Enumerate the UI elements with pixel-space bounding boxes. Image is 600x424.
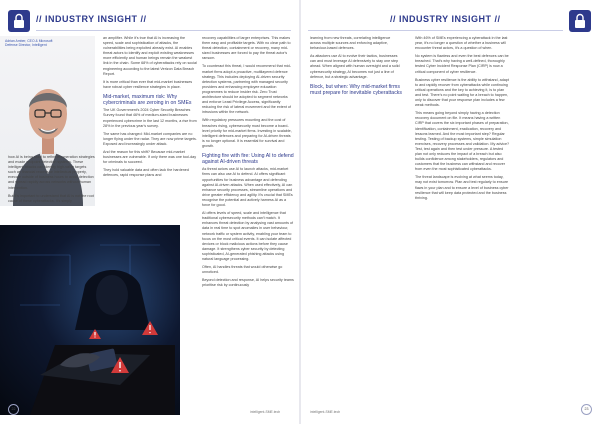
paragraph: AI offers levels of speed, scale and intelligence that traditional cybersecurity methods can't match. It enhances threat detection by analysing vast amounts of data in real time to spot anomalies in user behaviour, network traffic or system activity, enabling your team to focus on the most critical events. It can isolate affected devices or block malicious actions before they cause damage. It strengthens cyber security by detecting sophisticated, AI-generated phishing attacks using natural language processing. [202,211,294,261]
paragraph: They hold valuable data and often lack the hardened defences, rapid response plans and [103,168,189,178]
paragraph: This means going beyond simply having a detection recovery document on file. It means having a written CIRP that covers the six important phases of preparation, identification, containment, eradication, recovery and lessons learned. And the most important step? Regular testing. Testing of backup systems, simple simulation exercises, recovery processes and validation. My advice? Test, test again and then test under pressure. A tested plan not only reduces the impact of a breach but also builds confidence among stakeholders, regulators and customers that the business can withstand and recover from even the most sophisticated cyberattacks. [415,111,510,172]
paragraph: It is more critical than ever that mid-market businesses have robust cyber resilience strategies in place. [103,79,193,89]
paragraph: The threat landscape is evolving at what seems today, may not exist tomorrow. Plan and test regularly to ensure flaws in your plan and to ensure a level of business cyber resilience that will keep data protected and the business thriving. [415,175,509,200]
lock-icon [8,10,30,32]
section-header-right: // INDUSTRY INSIGHT // [390,14,501,24]
section-heading: Mid-market, maximum risk: Why cybercriminals are zeroing in on SMEs [103,93,192,107]
header-rule-left [36,30,291,31]
paragraph: how AI is being used to refine enumeration strategies and evade endpoint detection systems. These intelligent attacks can identify high-value targets such as financial records or intellectual property, execute outside of business hours to avoid detection and spread rapidly across networks without human intervention. [8,155,95,190]
paragraph: an amplifier. While it's true that AI is increasing the speed, scale and sophistication of attacks, the vulnerabilities being exploited already exist. AI enables threat actors to identify and exploit existing weaknesses more efficiently and human beings remain the weakest link in the chain. Some 68% of cyberattacks rely on social engineering according to the latest Verizon Data Breach Report. [103,36,197,76]
paragraph: And the reason for this shift? Because mid-market businesses are vulnerable. If only there was one tool-day for criminals to succeed. [103,150,197,165]
page-number-left: 22 [8,404,19,415]
footer-url-right[interactable]: intelligent-SME.tech [310,410,341,414]
paragraph: The same has changed: Mid-market companies are no longer flying under the radar. They are now prime targets. Exposed and increasingly under attack. [103,131,197,146]
paragraph: recovery capabilities of larger enterprises. This makes them easy and profitable targets. With no clear path to threat detection, containment or recovery, many mid-sized businesses are forced to pay the threat actor's ransom. [202,36,291,61]
paragraph: No system is flawless and even the best defences can be breached. That's why having a well-defined, thoroughly tested Cyber Incident Response Plan (CIRP) is now a critical component of cyber resilience. [415,54,509,74]
paragraph: learning from new threats, correlating intelligence across multiple sources and enforcing adaptive, behaviour-based defences. [310,36,391,51]
left-column-1 [8,155,95,207]
paragraph: With regulatory pressures mounting and the cost of breaches rising, cybersecurity must become a board-level priority for mid-market firms. Investing in scalable, intelligent defences and preparing for AI-driven threats is no longer optional. It is essential for survival and growth. [202,118,292,148]
paragraph: As attackers use AI to evolve their tactics, businesses can and must leverage AI defensively to stay one step ahead. When aligned with human oversight and a solid cybersecurity strategy, AI becomes not just a line of defence, but a strategic advantage. [310,54,400,79]
right-column-2 [415,36,510,204]
header-rule-right [308,30,563,31]
paragraph: But it's important to understand that AI is not the root cause of these cyberattacks. It's simply [8,193,94,203]
spine-divider [299,0,301,424]
hacker-image [0,225,180,415]
paragraph: Business cyber resilience is the ability to withstand, adapt to and rapidly recover from cyberattacks while continuing critical operations and the key to achieving it, is to plan and test. There's no point waiting for a breach to happen, only to discover that your response plan includes a few weak methods. [415,77,509,108]
page-number-right: 23 [581,404,592,415]
right-column-1 [310,36,402,98]
paragraph: With 46% of SMEs experiencing a cyberattack in the last year, it's no longer a question of whether a business will encounter threat actors, it's a question of when. [415,36,508,51]
section-heading: Block, but when: Why mid-market firms must prepare for inevitable cyberattacks [310,83,402,96]
section-header-left: // INDUSTRY INSIGHT // [36,14,147,24]
paragraph: Beyond detection and response, AI helps security teams prioritise risk by continuously [202,278,294,288]
paragraph: Often, AI handles threats that would otherwise go unnoticed. [202,265,283,275]
footer-url-left[interactable]: intelligent-SME.tech [250,410,281,414]
lock-icon [569,10,591,32]
paragraph: As threat actors use AI to launch attacks, mid-market firms can also use AI to defend. AI offers significant opportunities for business advantage and defending against AI-driven attacks. When used effectively, AI can enhance security processes, streamline operations and drive greater efficiency and agility. It's crucial that SMEs recognise the potential and actively harness AI as a force for good. [202,167,293,208]
left-column-3 [202,36,294,291]
paragraph: The UK Government's 2024 Cyber Security Breaches Survey found that 46% of medium-sized businesses experienced cybercrime in the last 12 months, a rise from 28% in the previous year's survey. [103,108,197,128]
paragraph: To counteract this threat, I would recommend that mid-market firms adopt a proactive, multilayered defence strategy. This includes deploying AI-driven security detection systems, partnering with managed security providers and enhancing employee education programmes to reduce insider risk. Zero Trust architecture should be adopted to segment networks and enforce Least Privilege Access, significantly reducing the risk of lateral movement and the extent of intrusions within the network. [202,64,291,115]
left-column-2 [103,36,197,181]
section-heading: Fighting fire with fire: Using AI to defend against AI-driven threats [202,152,294,166]
photo-caption: Adrian Amber, CEO & Microsoft Defense Director, Intelligent [5,39,53,48]
